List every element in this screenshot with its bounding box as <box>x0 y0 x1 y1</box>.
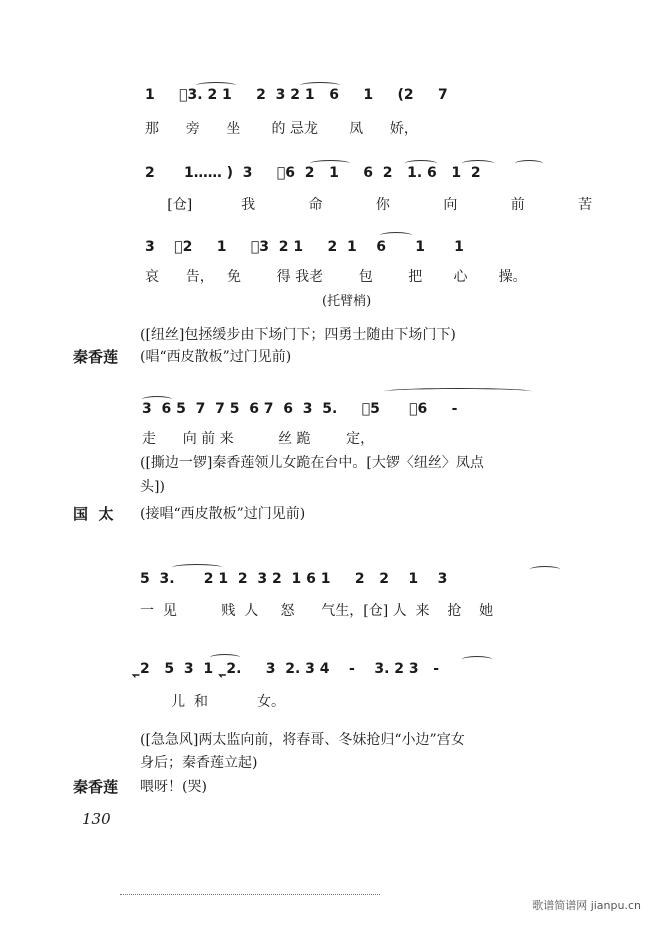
slur <box>300 82 340 89</box>
slur <box>462 160 494 167</box>
stage-direction: ([急急风]两太监向前，将春哥、冬妹抢归“小边”宫女 <box>140 732 465 748</box>
lyrics-row-2: [仓] 我 命 你 向 前 苦 <box>145 197 593 213</box>
page-number: 130 <box>82 810 111 828</box>
notation-row-3: 3 ⃬2 1 ⃬3 2 1 2 1 6 1 1 <box>145 239 464 255</box>
slur <box>172 564 222 571</box>
speaker-name: 秦香莲 <box>73 778 119 796</box>
stage-direction: ([撕边一锣]秦香莲领儿女跪在台中。[大锣〈纽丝〉凤点 <box>140 455 484 471</box>
slur <box>515 160 543 167</box>
slur <box>405 160 437 167</box>
slur <box>380 232 412 239</box>
stage-direction: ([纽丝]包拯缓步由下场门下；四勇士随由下场门下) <box>140 327 456 343</box>
performance-note: (托臂梢) <box>322 294 372 309</box>
watermark: 歌谱简谱网 jianpu.cn <box>532 899 641 912</box>
slur <box>196 82 236 89</box>
slur <box>142 396 172 403</box>
spoken-line: 喂呀！(哭) <box>140 779 207 795</box>
singing-instruction: (接唱“西皮散板”过门见前) <box>140 506 306 522</box>
lyrics-row-4: 走 向 前 来 丝 跪 定， <box>142 431 375 447</box>
slur <box>210 654 240 661</box>
speaker-name: 秦香莲 <box>73 348 119 366</box>
notation-row-4: 3 6 5 7 7 5 6 7 6 3 5. ⃬5 ⃬6 - <box>142 401 458 417</box>
lyrics-row-5: 一 见 贱 人 怒 气生，[仓] 人 来 抢 她 <box>140 603 494 619</box>
singing-instruction: (唱“西皮散板”过门见前) <box>140 349 292 365</box>
lyrics-row-6: 儿 和 女。 <box>140 694 286 710</box>
notation-row-6: ⃬2 5 3 1 ⃬2. 3 2. 3 4 - 3. 2 3 - <box>140 661 440 677</box>
lyrics-row-3: 哀 告， 免 得 我老 包 把 心 操。 <box>145 269 527 285</box>
stage-direction: 头]) <box>140 479 165 495</box>
lyrics-row-1: 那 旁 坐 的 忌龙 凤 娇， <box>145 121 418 137</box>
scan-artifact-divider <box>120 894 380 895</box>
stage-direction: 身后；秦香莲立起) <box>140 755 258 771</box>
notation-row-5: 5 3. 2 1 2 3 2 1 6 1 2 2 1 3 <box>140 571 448 587</box>
notation-row-1: 1 ⃬3. 2 1 2 3 2 1 6 1 (2 7 <box>145 87 448 103</box>
slur <box>462 656 492 663</box>
slur <box>310 160 350 167</box>
speaker-name: 国 太 <box>73 505 114 523</box>
slur <box>384 388 532 395</box>
slur <box>530 566 560 573</box>
notation-row-2: 2 1…… ) 3 ⃬6 2 1 6 2 1. 6 1 2 <box>145 165 481 181</box>
